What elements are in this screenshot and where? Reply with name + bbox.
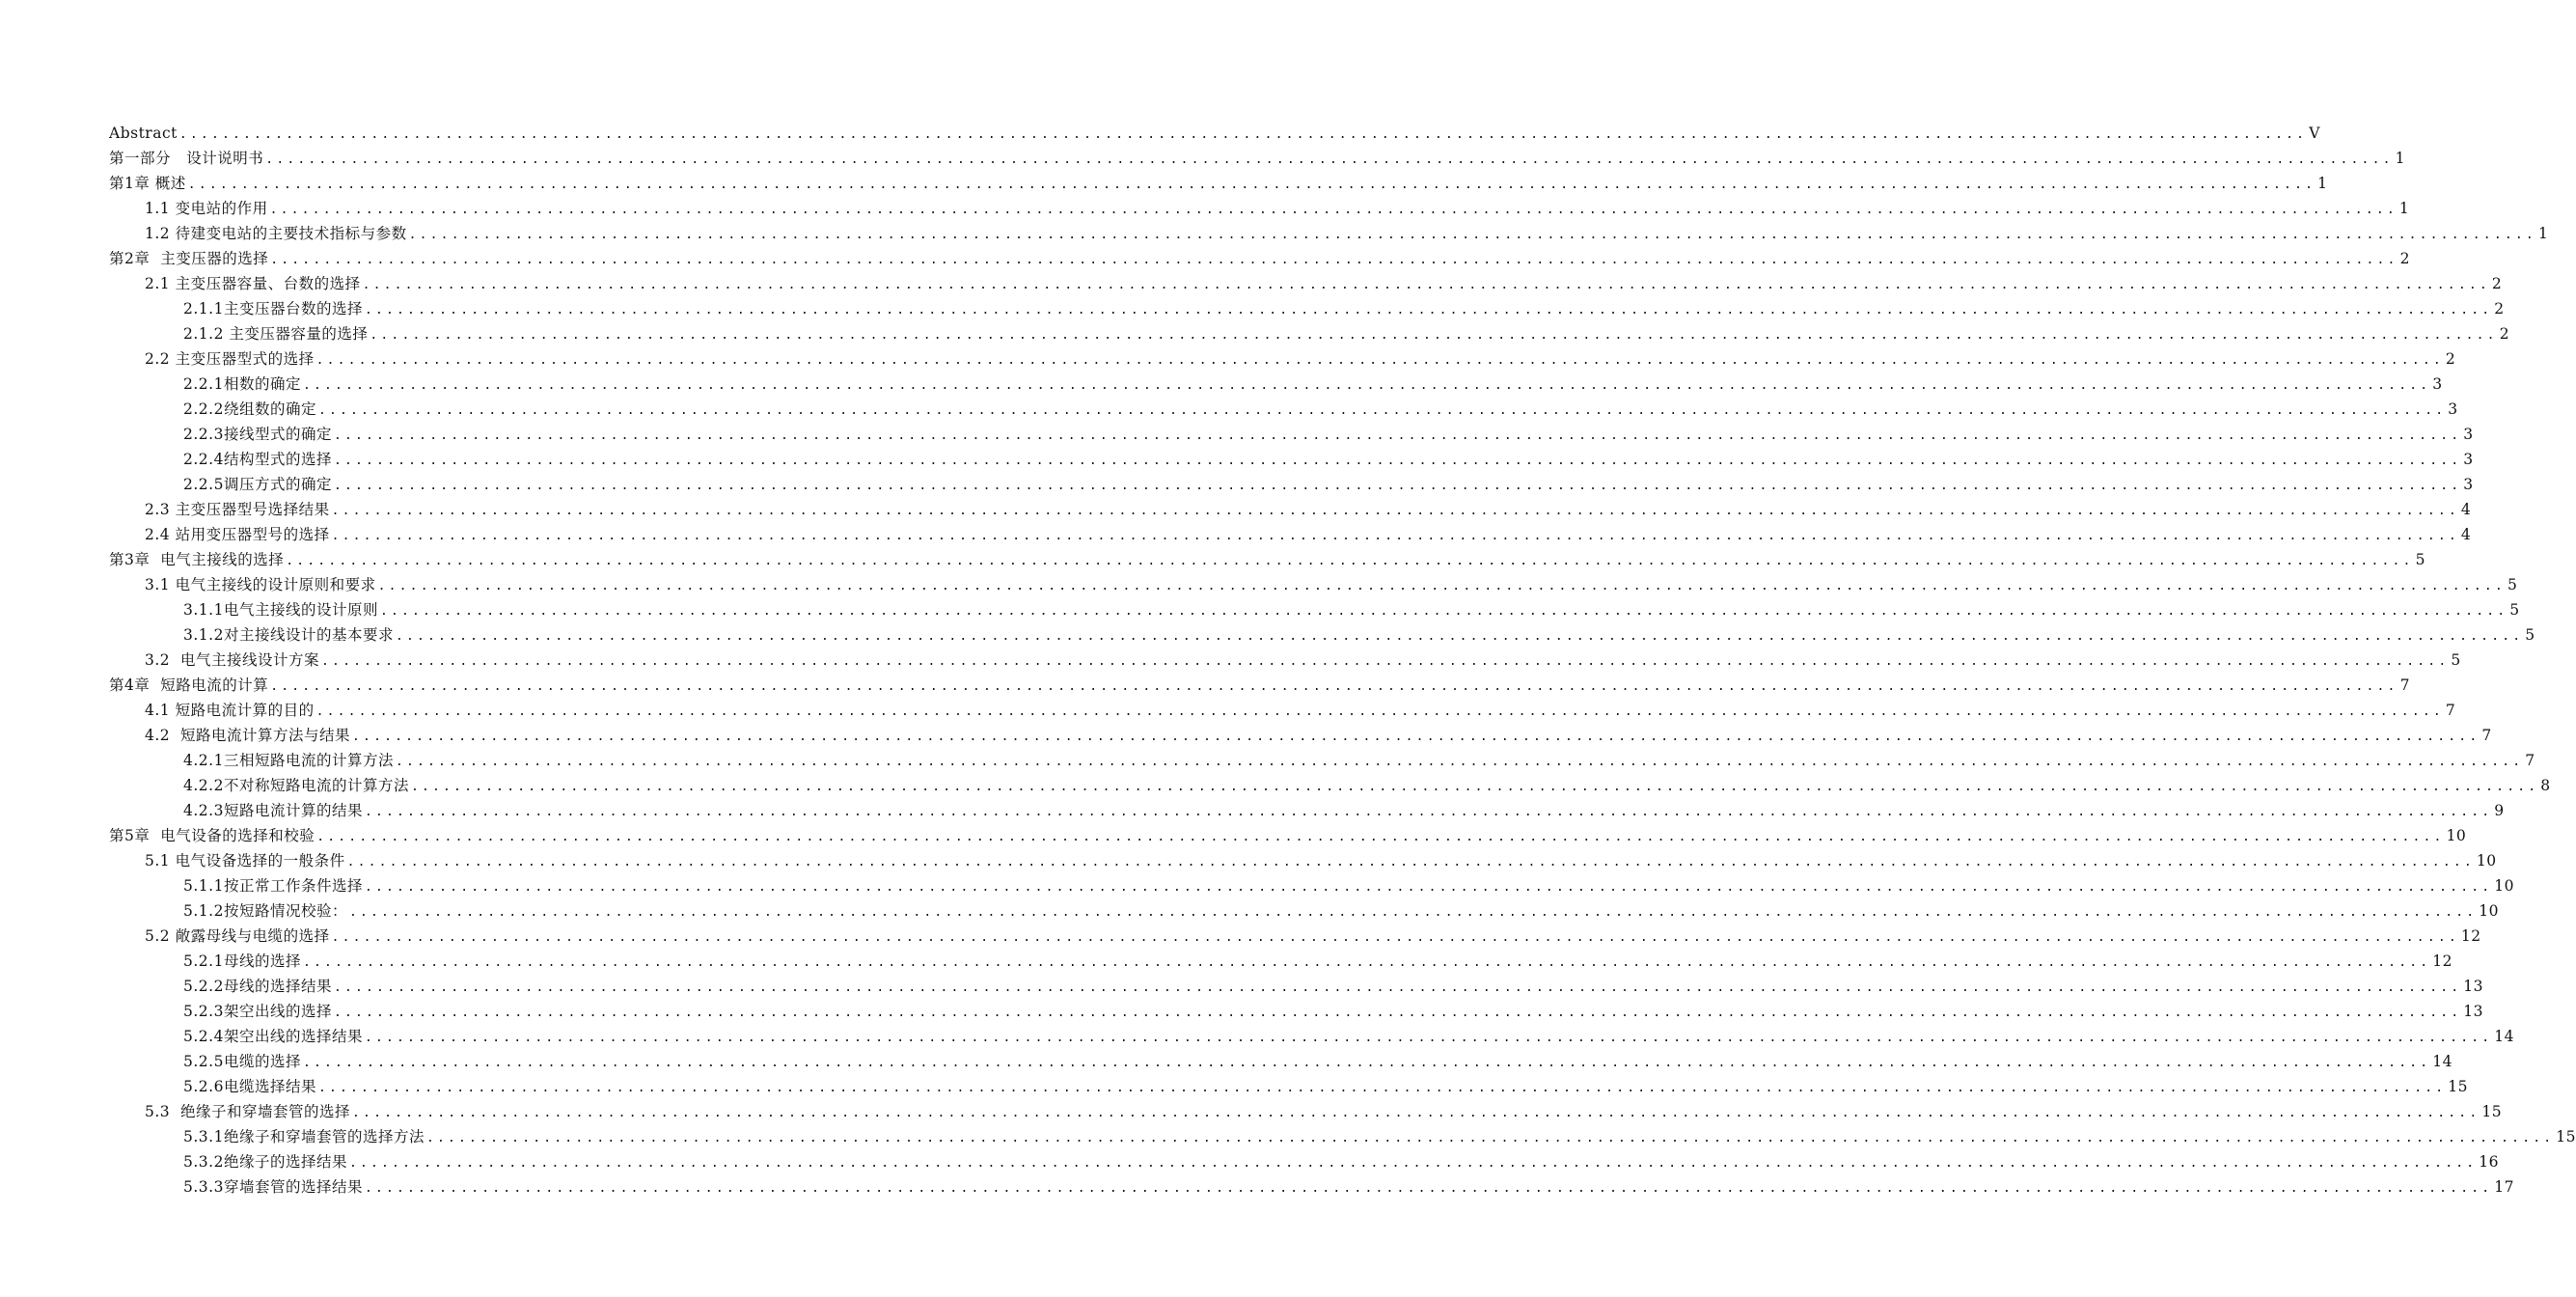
- toc-entry[interactable]: [109, 1124, 2576, 1149]
- toc-entry[interactable]: [109, 547, 2425, 572]
- toc-entry[interactable]: [109, 1024, 2515, 1049]
- toc-entry[interactable]: [109, 949, 2453, 974]
- toc-dot-leader: ........................................................................................................................................................................................................: [346, 855, 2475, 869]
- toc-entry[interactable]: [109, 497, 2472, 522]
- toc-entry-title: 3.1 电气主接线的设计原则和要求: [145, 576, 376, 593]
- toc-dot-leader: ........................................................................................................................................................................................................: [364, 880, 2493, 895]
- toc-dot-leader: ........................................................................................................................................................................................................: [348, 1156, 2478, 1171]
- toc-entry[interactable]: [109, 296, 2505, 321]
- toc-entry-title: 3.2 电气主接线设计方案: [145, 651, 320, 669]
- toc-dot-leader: ........................................................................................................................................................................................................: [331, 930, 2459, 945]
- toc-dot-leader: ........................................................................................................................................................................................................: [364, 1181, 2493, 1196]
- toc-entry-title: 第4章 短路电流的计算: [109, 676, 269, 694]
- toc-entry-title: 第一部分 设计说明书: [109, 150, 264, 167]
- toc-entry-title: 5.2.6电缆选择结果: [183, 1078, 316, 1095]
- toc-entry-page-number: 14: [2432, 1053, 2453, 1070]
- toc-entry-title: 5.2 敞露母线与电缆的选择: [145, 927, 330, 945]
- toc-entry-title: 2.2.3接线型式的确定: [183, 426, 332, 443]
- toc-entry-title: 2.2.1相数的确定: [183, 375, 301, 393]
- toc-entry-page-number: 3: [2463, 476, 2474, 493]
- toc-dot-leader: ........................................................................................................................................................................................................: [286, 554, 2414, 568]
- toc-entry[interactable]: [109, 346, 2456, 372]
- toc-entry-page-number: 1: [2395, 150, 2406, 167]
- toc-dot-leader: ........................................................................................................................................................................................................: [270, 253, 2398, 267]
- toc-entry-title: 5.3.1绝缘子和穿墙套管的选择方法: [183, 1128, 425, 1145]
- toc-entry[interactable]: [109, 1174, 2515, 1200]
- toc-dot-leader: ........................................................................................................................................................................................................: [317, 1081, 2447, 1095]
- toc-entry[interactable]: [109, 1049, 2453, 1074]
- toc-entry[interactable]: [109, 974, 2484, 999]
- toc-entry-title: 2.1.1主变压器台数的选择: [183, 300, 363, 317]
- toc-entry-title: 3.1.2对主接线设计的基本要求: [183, 626, 394, 644]
- toc-dot-leader: ........................................................................................................................................................................................................: [331, 504, 2459, 518]
- toc-entry-page-number: 1: [2398, 200, 2410, 217]
- toc-entry-page-number: 12: [2460, 927, 2481, 945]
- toc-entry[interactable]: [109, 848, 2497, 873]
- toc-entry[interactable]: [109, 572, 2518, 597]
- toc-dot-leader: ........................................................................................................................................................................................................: [333, 980, 2462, 995]
- toc-entry-title: 5.2.1母线的选择: [183, 952, 301, 970]
- toc-entry-title: 2.2.5调压方式的确定: [183, 476, 332, 493]
- toc-dot-leader: ........................................................................................................................................................................................................: [410, 780, 2539, 794]
- toc-dot-leader: ........................................................................................................................................................................................................: [370, 328, 2498, 343]
- toc-entry-page-number: 2: [2491, 275, 2503, 292]
- toc-dot-leader: ........................................................................................................................................................................................................: [364, 1031, 2493, 1045]
- toc-dot-leader: ........................................................................................................................................................................................................: [302, 1056, 2431, 1070]
- toc-entry-page-number: 7: [2525, 752, 2535, 769]
- toc-entry[interactable]: [109, 1149, 2500, 1174]
- toc-entry[interactable]: [109, 1099, 2503, 1124]
- toc-entry-title: 1.1 变电站的作用: [145, 200, 268, 217]
- toc-entry-title: 2.1.2 主变压器容量的选择: [183, 325, 369, 343]
- toc-entry-title: 4.2.1三相短路电流的计算方法: [183, 752, 394, 769]
- toc-entry-title: 3.1.1电气主接线的设计原则: [183, 601, 378, 619]
- toc-entry-page-number: 5: [2507, 576, 2518, 593]
- toc-dot-leader: ........................................................................................................................................................................................................: [333, 428, 2462, 443]
- toc-dot-leader: ........................................................................................................................................................................................................: [333, 479, 2462, 493]
- toc-entry-title: 4.2 短路电流计算方法与结果: [145, 727, 351, 744]
- toc-dot-leader: ........................................................................................................................................................................................................: [364, 805, 2493, 819]
- toc-entry-title: 2.4 站用变压器型号的选择: [145, 526, 330, 543]
- toc-entry[interactable]: [109, 999, 2484, 1024]
- toc-dot-leader: ........................................................................................................................................................................................................: [265, 152, 2394, 167]
- toc-entry-page-number: 15: [2481, 1103, 2503, 1120]
- toc-entry-page-number: 7: [2481, 727, 2492, 744]
- toc-dot-leader: ........................................................................................................................................................................................................: [348, 905, 2478, 920]
- toc-entry-page-number: 3: [2448, 400, 2458, 418]
- toc-entry-page-number: 10: [2476, 852, 2497, 869]
- toc-entry-title: 5.3.3穿墙套管的选择结果: [183, 1178, 363, 1196]
- toc-entry-page-number: 15: [2556, 1128, 2576, 1145]
- toc-entry-page-number: 16: [2479, 1153, 2500, 1171]
- toc-entry-page-number: 3: [2463, 426, 2474, 443]
- toc-entry[interactable]: [109, 522, 2472, 547]
- toc-entry[interactable]: [109, 372, 2443, 397]
- toc-entry-title: 5.2.5电缆的选择: [183, 1053, 301, 1070]
- toc-entry-title: 第2章 主变压器的选择: [109, 250, 269, 267]
- toc-entry-page-number: 5: [2451, 651, 2461, 669]
- toc-entry-page-number: 8: [2540, 777, 2551, 794]
- toc-entry-page-number: 1: [2317, 175, 2328, 192]
- toc-entry-title: 5.1.1按正常工作条件选择: [183, 877, 363, 895]
- toc-entry[interactable]: [109, 622, 2535, 648]
- toc-entry-page-number: 14: [2494, 1028, 2515, 1045]
- toc-entry-title: 第5章 电气设备的选择和校验: [109, 827, 315, 844]
- toc-dot-leader: ........................................................................................................................................................................................................: [178, 127, 2308, 142]
- toc-entry-title: 5.1 电气设备选择的一般条件: [145, 852, 345, 869]
- toc-entry[interactable]: [109, 246, 2410, 271]
- toc-entry-title: 2.3 主变压器型号选择结果: [145, 501, 330, 518]
- toc-entry-title: 第3章 电气主接线的选择: [109, 551, 285, 568]
- toc-entry[interactable]: [109, 171, 2328, 196]
- toc-dot-leader: ........................................................................................................................................................................................................: [352, 1106, 2480, 1120]
- toc-entry[interactable]: [109, 1074, 2469, 1099]
- toc-entry-page-number: 3: [2432, 375, 2443, 393]
- toc-entry[interactable]: [109, 146, 2406, 171]
- toc-entry-title: 第1章 概述: [109, 175, 186, 192]
- toc-entry-page-number: 13: [2463, 978, 2484, 995]
- toc-entry[interactable]: [109, 723, 2492, 748]
- toc-entry-title: 5.2.2母线的选择结果: [183, 978, 332, 995]
- toc-entry[interactable]: [109, 397, 2458, 422]
- toc-entry-page-number: 1: [2537, 225, 2549, 242]
- toc-entry[interactable]: [109, 196, 2410, 221]
- toc-entry-page-number: 3: [2463, 451, 2474, 468]
- toc-entry-page-number: 10: [2494, 877, 2515, 895]
- toc-entry[interactable]: [109, 898, 2500, 924]
- toc-entry[interactable]: [109, 221, 2549, 246]
- toc-entry[interactable]: [109, 271, 2503, 296]
- toc-entry-page-number: 2: [2445, 350, 2456, 368]
- toc-dot-leader: ........................................................................................................................................................................................................: [395, 629, 2524, 644]
- toc-entry-page-number: 2: [2494, 300, 2505, 317]
- toc-dot-leader: ........................................................................................................................................................................................................: [333, 1006, 2462, 1020]
- toc-dot-leader: ........................................................................................................................................................................................................: [333, 454, 2462, 468]
- toc-dot-leader: ........................................................................................................................................................................................................: [364, 303, 2493, 317]
- toc-entry-title: 5.2.4架空出线的选择结果: [183, 1028, 363, 1045]
- toc-entry-page-number: 9: [2494, 802, 2505, 819]
- toc-entry-page-number: 5: [2415, 551, 2425, 568]
- toc-dot-leader: ........................................................................................................................................................................................................: [377, 579, 2506, 593]
- toc-entry-page-number: 5: [2509, 601, 2520, 619]
- toc-dot-leader: ........................................................................................................................................................................................................: [425, 1131, 2555, 1145]
- toc-entry-page-number: 4: [2460, 501, 2472, 518]
- toc-entry[interactable]: [109, 873, 2515, 898]
- toc-entry-title: 5.3.2绝缘子的选择结果: [183, 1153, 347, 1171]
- toc-entry-page-number: 2: [2499, 325, 2510, 343]
- toc-dot-leader: ........................................................................................................................................................................................................: [270, 679, 2398, 694]
- toc-entry-page-number: 15: [2448, 1078, 2469, 1095]
- toc-entry-title: 4.1 短路电流计算的目的: [145, 702, 315, 719]
- toc-entry[interactable]: [109, 698, 2456, 723]
- toc-entry[interactable]: [109, 798, 2505, 823]
- toc-entry-page-number: V: [2309, 124, 2320, 142]
- toc-entry[interactable]: [109, 422, 2474, 447]
- toc-entry[interactable]: [109, 773, 2551, 798]
- toc-entry-page-number: 5: [2525, 626, 2535, 644]
- toc-entry-title: 5.1.2按短路情况校验：: [183, 902, 347, 920]
- toc-entry-title: 5.3 绝缘子和穿墙套管的选择: [145, 1103, 351, 1120]
- toc-dot-leader: ........................................................................................................................................................................................................: [187, 178, 2316, 192]
- toc-dot-leader: ........................................................................................................................................................................................................: [352, 730, 2480, 744]
- toc-dot-leader: ........................................................................................................................................................................................................: [321, 654, 2450, 669]
- toc-entry-page-number: 2: [2399, 250, 2410, 267]
- toc-entry-page-number: 7: [2399, 676, 2410, 694]
- toc-entry[interactable]: [109, 924, 2481, 949]
- toc-entry-page-number: 10: [2479, 902, 2500, 920]
- table-of-contents: [109, 121, 2576, 1200]
- toc-entry[interactable]: [109, 748, 2535, 773]
- toc-entry-title: Abstract: [109, 124, 178, 142]
- toc-dot-leader: ........................................................................................................................................................................................................: [379, 604, 2508, 619]
- toc-entry[interactable]: [109, 823, 2467, 848]
- toc-entry-page-number: 17: [2494, 1178, 2515, 1196]
- toc-entry[interactable]: [109, 321, 2510, 346]
- toc-entry-title: 2.2.4结构型式的选择: [183, 451, 332, 468]
- toc-entry[interactable]: [109, 121, 2320, 146]
- toc-entry[interactable]: [109, 648, 2461, 673]
- toc-entry-title: 5.2.3架空出线的选择: [183, 1003, 332, 1020]
- toc-dot-leader: ........................................................................................................................................................................................................: [315, 353, 2444, 368]
- toc-entry[interactable]: [109, 472, 2474, 497]
- toc-dot-leader: ........................................................................................................................................................................................................: [302, 955, 2431, 970]
- toc-entry-title: 1.2 待建变电站的主要技术指标与参数: [145, 225, 407, 242]
- toc-entry[interactable]: [109, 447, 2474, 472]
- toc-entry-title: 2.2 主变压器型式的选择: [145, 350, 315, 368]
- toc-entry[interactable]: [109, 597, 2520, 622]
- toc-entry-title: 4.2.2不对称短路电流的计算方法: [183, 777, 409, 794]
- toc-dot-leader: ........................................................................................................................................................................................................: [269, 203, 2398, 217]
- toc-dot-leader: ........................................................................................................................................................................................................: [395, 755, 2524, 769]
- toc-dot-leader: ........................................................................................................................................................................................................: [331, 529, 2459, 543]
- toc-entry-title: 2.2.2绕组数的确定: [183, 400, 316, 418]
- toc-entry-page-number: 13: [2463, 1003, 2484, 1020]
- toc-dot-leader: ........................................................................................................................................................................................................: [362, 278, 2490, 292]
- toc-entry[interactable]: [109, 673, 2410, 698]
- toc-dot-leader: ........................................................................................................................................................................................................: [317, 403, 2447, 418]
- toc-entry-title: 2.1 主变压器容量、台数的选择: [145, 275, 361, 292]
- toc-entry-page-number: 4: [2460, 526, 2472, 543]
- toc-entry-page-number: 7: [2445, 702, 2456, 719]
- toc-entry-page-number: 10: [2446, 827, 2467, 844]
- toc-dot-leader: ........................................................................................................................................................................................................: [316, 830, 2445, 844]
- toc-entry-page-number: 12: [2432, 952, 2453, 970]
- toc-dot-leader: ........................................................................................................................................................................................................: [315, 704, 2444, 719]
- toc-entry-title: 4.2.3短路电流计算的结果: [183, 802, 363, 819]
- toc-dot-leader: ........................................................................................................................................................................................................: [408, 228, 2536, 242]
- toc-dot-leader: ........................................................................................................................................................................................................: [302, 378, 2431, 393]
